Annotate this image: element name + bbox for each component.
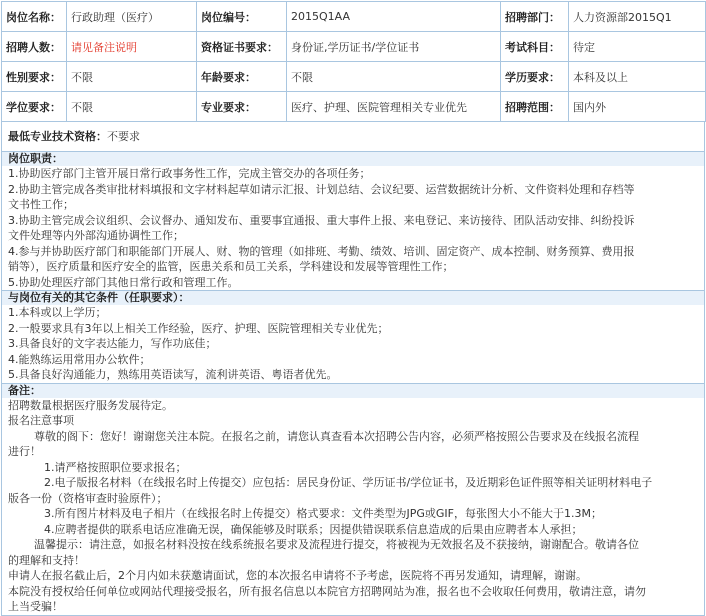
exam-value: 待定 (569, 32, 706, 62)
text-line: 1.协助医疗部门主管开展日常行政事务性工作，完成主管交办的各项任务； (8, 167, 371, 180)
range-value: 国内外 (569, 92, 706, 122)
text-line: 本院没有授权给任何单位或网站代理接受报名，所有报名信息以本院官方招聘网站为准，报名也不会收取任何费用，敬请注意，请勿 (8, 584, 646, 598)
info-row (2, 32, 706, 62)
details-box (1, 122, 705, 616)
min-tech-row (2, 122, 704, 152)
duties-body (2, 166, 704, 290)
major-label: 专业要求： (197, 92, 287, 122)
age-value: 不限 (287, 62, 501, 92)
requirements-section (2, 291, 704, 384)
text-line: 尊敬的阁下：您好！谢谢您关注本院。在报名之前，请您认真查看本次招聘公告内容，必须严格按照公告要求及在线报名流程 (34, 429, 639, 443)
job-code-value: 2015Q1AA (287, 2, 501, 32)
notes-title: 备注： (2, 384, 704, 398)
min-tech-value: 不要求 (107, 130, 140, 143)
range-label: 招聘范围： (501, 92, 569, 122)
text-line: 3.所有图片材料及电子相片（在线报名时上传提交）格式要求：文件类型为JPG或GIF，每张图大小不能大于1.3M； (44, 507, 602, 520)
text-line: 进行！ (8, 445, 41, 458)
text-line: 温馨提示：请注意，如报名材料没按在线系统报名要求及流程进行提交，将被视为无效报名及不获接纳，谢谢配合。敬请各位 (34, 538, 639, 551)
age-label: 年龄要求： (197, 62, 287, 92)
text-line: 报名注意事项 (8, 414, 74, 427)
text-line: 4.能熟练运用常用办公软件； (8, 352, 151, 366)
degree-value: 不限 (67, 92, 197, 122)
requirements-body (2, 305, 704, 383)
text-line: 3.具备良好的文字表达能力，写作功底佳； (8, 337, 217, 350)
text-line: 招聘数量根据医疗服务发展待定。 (8, 398, 173, 412)
duties-title: 岗位职责： (2, 152, 704, 166)
degree-label: 学位要求： (2, 92, 67, 122)
info-row (2, 92, 706, 122)
text-line: 申请人在报名截止后，2个月内如未获邀请面试，您的本次报名申请将不予考虑，医院将不再另发通知，请理解，谢谢。 (8, 569, 587, 582)
job-info-table (1, 1, 706, 122)
info-row (2, 62, 706, 92)
count-label: 招聘人数： (2, 32, 67, 62)
text-line: 文件处理等内外部沟通协调性工作； (8, 229, 184, 242)
notes-section (2, 384, 704, 615)
job-name-value: 行政助理（医疗） (67, 2, 197, 32)
notes-body (2, 398, 704, 615)
cert-label: 资格证书要求： (197, 32, 287, 62)
gender-value: 不限 (67, 62, 197, 92)
text-line: 版各一份（资格审查时验原件）； (8, 491, 168, 505)
text-line: 2.协助主管完成各类审批材料填报和文字材料起草如请示汇报、计划总结、会议纪要、运营数据统计分析、文件资料处理和存档等 (8, 182, 635, 196)
text-line: 1.请严格按照职位要求报名； (44, 460, 187, 474)
requirements-title: 与岗位有关的其它条件（任职要求）： (2, 291, 704, 305)
edu-label: 学历要求： (501, 62, 569, 92)
job-posting (1, 1, 705, 616)
text-line: 3.协助主管完成会议组织、会议督办、通知发布、重要事宜通报、重大事件上报、来电登记、来访接待、团队活动安排、纠纷投诉 (8, 213, 635, 227)
text-line: 2.一般要求具有3年以上相关工作经验，医疗、护理、医院管理相关专业优先； (8, 321, 389, 335)
text-line: 4.应聘者提供的联系电话应准确无误，确保能够及时联系；因提供错误联系信息造成的后果由应聘者本人承担； (44, 522, 583, 536)
text-line: 1.本科或以上学历； (8, 306, 107, 319)
text-line: 的理解和支持！ (8, 553, 85, 567)
job-code-label: 岗位编号： (197, 2, 287, 32)
dept-label: 招聘部门： (501, 2, 569, 32)
duties-section (2, 152, 704, 291)
text-line: 文书性工作； (8, 198, 74, 211)
count-value: 请见备注说明 (67, 32, 197, 62)
text-line: 5.协助处理医疗部门其他日常行政和管理工作。 (8, 275, 239, 289)
text-line: 销等），医疗质量和医疗安全的监管，医患关系和员工关系，学科建设和发展等管理性工作； (8, 260, 454, 273)
gender-label: 性别要求： (2, 62, 67, 92)
major-value: 医疗、护理、医院管理相关专业优先 (287, 92, 501, 122)
text-line: 4.参与并协助医疗部门和职能部门开展人、财、物的管理（如排班、考勤、绩效、培训、固定资产、成本控制、财务预算、费用报 (8, 244, 635, 258)
text-line: 5.具备良好沟通能力，熟练用英语读写，流利讲英语、粤语者优先。 (8, 368, 338, 381)
job-name-label: 岗位名称： (2, 2, 67, 32)
text-line: 上当受骗！ (8, 600, 63, 613)
info-row (2, 2, 706, 32)
min-tech-label: 最低专业技术资格： (8, 130, 107, 143)
dept-value: 人力资源部2015Q1 (569, 2, 706, 32)
text-line: 2.电子版报名材料（在线报名时上传提交）应包括：居民身份证、学历证书/学位证书，及近期彩色证件照等相关证明材料电子 (44, 476, 653, 489)
exam-label: 考试科目： (501, 32, 569, 62)
edu-value: 本科及以上 (569, 62, 706, 92)
cert-value: 身份证,学历证书/学位证书 (287, 32, 501, 62)
